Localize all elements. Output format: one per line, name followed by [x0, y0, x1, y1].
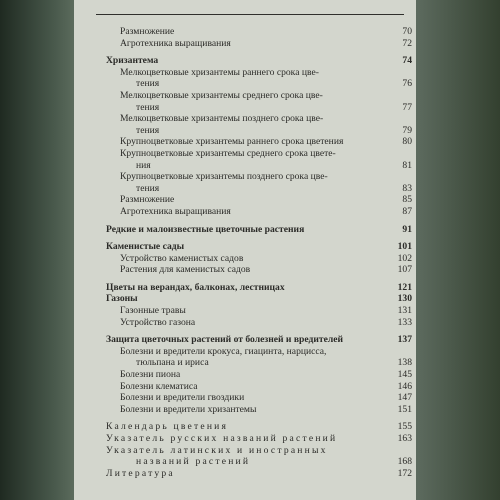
toc-entry — [106, 38, 412, 50]
toc-entry — [106, 241, 412, 253]
toc-entry-title: Газоны — [106, 293, 138, 305]
toc-entry-page: 83 — [402, 182, 412, 194]
toc-entry-title: Мелкоцветковые хризантемы позднего срока цве- — [120, 113, 324, 125]
toc-entry-title: Календарь цветения — [106, 421, 229, 433]
toc-entry-title: Указатель русских названий растений — [106, 433, 338, 444]
toc-entry — [106, 445, 412, 457]
toc-entry-page: 121 — [397, 281, 412, 293]
toc-entry — [106, 160, 412, 172]
toc-entry — [106, 125, 412, 137]
toc-entry-title: Мелкоцветковые хризантемы раннего срока цве- — [120, 66, 319, 78]
toc-entry-title: Каменистые сады — [106, 241, 185, 253]
toc-entry — [106, 90, 412, 102]
toc-entry-title: Хризантема — [106, 55, 159, 67]
toc-entry-page: 130 — [397, 293, 412, 305]
toc-entry-page: 87 — [402, 205, 412, 217]
toc-entry-page: 76 — [402, 78, 412, 90]
toc-entry-page: 80 — [402, 136, 412, 148]
toc-entry-title: Болезни и вредители хризантемы — [120, 403, 257, 415]
right-background — [416, 0, 500, 500]
toc-entry — [106, 55, 412, 67]
toc-entry — [106, 136, 412, 148]
toc-entry — [106, 148, 412, 160]
toc-entry-page: 172 — [397, 467, 412, 479]
toc-entry-title: Болезни и вредители крокуса, гиацинта, нарцисса, — [120, 345, 327, 357]
toc-entry-title: Крупноцветковые хризантемы раннего срока цветения — [120, 136, 344, 148]
toc-entry-page: 168 — [397, 456, 412, 468]
toc-entry — [106, 468, 412, 480]
toc-entry-page: 91 — [402, 223, 412, 235]
toc-entry-title: Болезни и вредители гвоздики — [120, 392, 245, 404]
toc-entry-title: Литература — [106, 467, 175, 479]
toc-entry-title: Размножение — [120, 26, 175, 37]
toc-entry — [106, 421, 412, 433]
toc-entry-title: тения — [136, 182, 160, 194]
toc-entry — [106, 183, 412, 195]
toc-entry-page: 81 — [402, 159, 412, 171]
toc-entry-page: 101 — [397, 241, 412, 253]
toc-entry-title: ния — [136, 159, 151, 171]
toc-entry — [106, 26, 412, 38]
toc-entry-title: Растения для каменистых садов — [120, 264, 251, 276]
toc-entry-page: 133 — [397, 316, 412, 328]
toc-entry-title: Болезни клематиса — [120, 380, 198, 392]
toc-entry — [106, 282, 412, 294]
toc-entry-title: Редкие и малоизвестные цветочные растения — [106, 223, 305, 235]
toc-entry — [106, 78, 412, 90]
toc-entry-page: 70 — [402, 26, 412, 37]
toc-entry-title: Газонные травы — [120, 305, 186, 317]
toc-entry-page: 79 — [402, 124, 412, 136]
toc-entry-title: тюльпана и ириса — [136, 357, 209, 369]
toc-entry — [106, 317, 412, 329]
toc-entry-title: названий растений — [136, 456, 251, 468]
toc-entry-page: 137 — [397, 334, 412, 346]
toc-entry-title: Агротехника выращивания — [120, 205, 231, 217]
toc-entry-page: 107 — [397, 264, 412, 276]
toc-entry-page: 146 — [397, 380, 412, 392]
toc-entry — [106, 433, 412, 445]
toc-entry — [106, 102, 412, 114]
toc-entry-page: 145 — [397, 369, 412, 381]
toc-entry-page: 155 — [397, 421, 412, 433]
toc-entry — [106, 293, 412, 305]
table-of-contents — [106, 26, 412, 479]
toc-entry — [106, 67, 412, 79]
toc-entry-title: Крупноцветковые хризантемы позднего срока цве- — [120, 171, 328, 183]
left-background — [0, 0, 74, 500]
toc-entry — [106, 369, 412, 381]
toc-entry-title: тения — [136, 124, 160, 136]
toc-entry-title: Защита цветочных растений от болезней и вредителей — [106, 334, 344, 346]
toc-entry — [106, 334, 412, 346]
toc-entry — [106, 194, 412, 206]
toc-entry — [106, 253, 412, 265]
toc-entry-title: Размножение — [120, 194, 175, 206]
toc-entry — [106, 113, 412, 125]
toc-entry-page: 163 — [397, 433, 412, 444]
toc-entry-page: 85 — [402, 194, 412, 206]
toc-entry — [106, 171, 412, 183]
toc-entry — [106, 381, 412, 393]
toc-entry-title: Указатель латинских и иностранных — [106, 444, 328, 456]
top-rule — [96, 14, 404, 15]
toc-entry — [106, 357, 412, 369]
book-page — [74, 0, 416, 500]
toc-entry — [106, 392, 412, 404]
toc-entry-title: Мелкоцветковые хризантемы среднего срока цве- — [120, 89, 323, 101]
toc-entry-title: Устройство газона — [120, 316, 196, 328]
toc-entry — [106, 264, 412, 276]
toc-entry-title: Цветы на верандах, балконах, лестницах — [106, 281, 285, 293]
toc-entry-title: Агротехника выращивания — [120, 37, 231, 49]
toc-entry — [106, 404, 412, 416]
toc-entry-page: 74 — [402, 55, 412, 67]
toc-entry-page: 72 — [402, 37, 412, 49]
toc-entry-page: 102 — [397, 252, 412, 264]
toc-entry-page: 147 — [397, 392, 412, 404]
toc-entry-title: Крупноцветковые хризантемы среднего срока цвете- — [120, 147, 336, 159]
toc-entry — [106, 346, 412, 358]
toc-entry — [106, 456, 412, 468]
toc-entry-title: Болезни пиона — [120, 369, 181, 381]
toc-entry — [106, 224, 412, 236]
toc-entry — [106, 206, 412, 218]
toc-entry-title: Устройство каменистых садов — [120, 252, 244, 264]
toc-entry-title: тения — [136, 78, 160, 90]
toc-entry — [106, 305, 412, 317]
toc-entry-page: 151 — [397, 403, 412, 415]
toc-entry-page: 131 — [397, 305, 412, 317]
toc-entry-page: 77 — [402, 101, 412, 113]
toc-entry-title: тения — [136, 101, 160, 113]
toc-entry-page: 138 — [397, 357, 412, 369]
